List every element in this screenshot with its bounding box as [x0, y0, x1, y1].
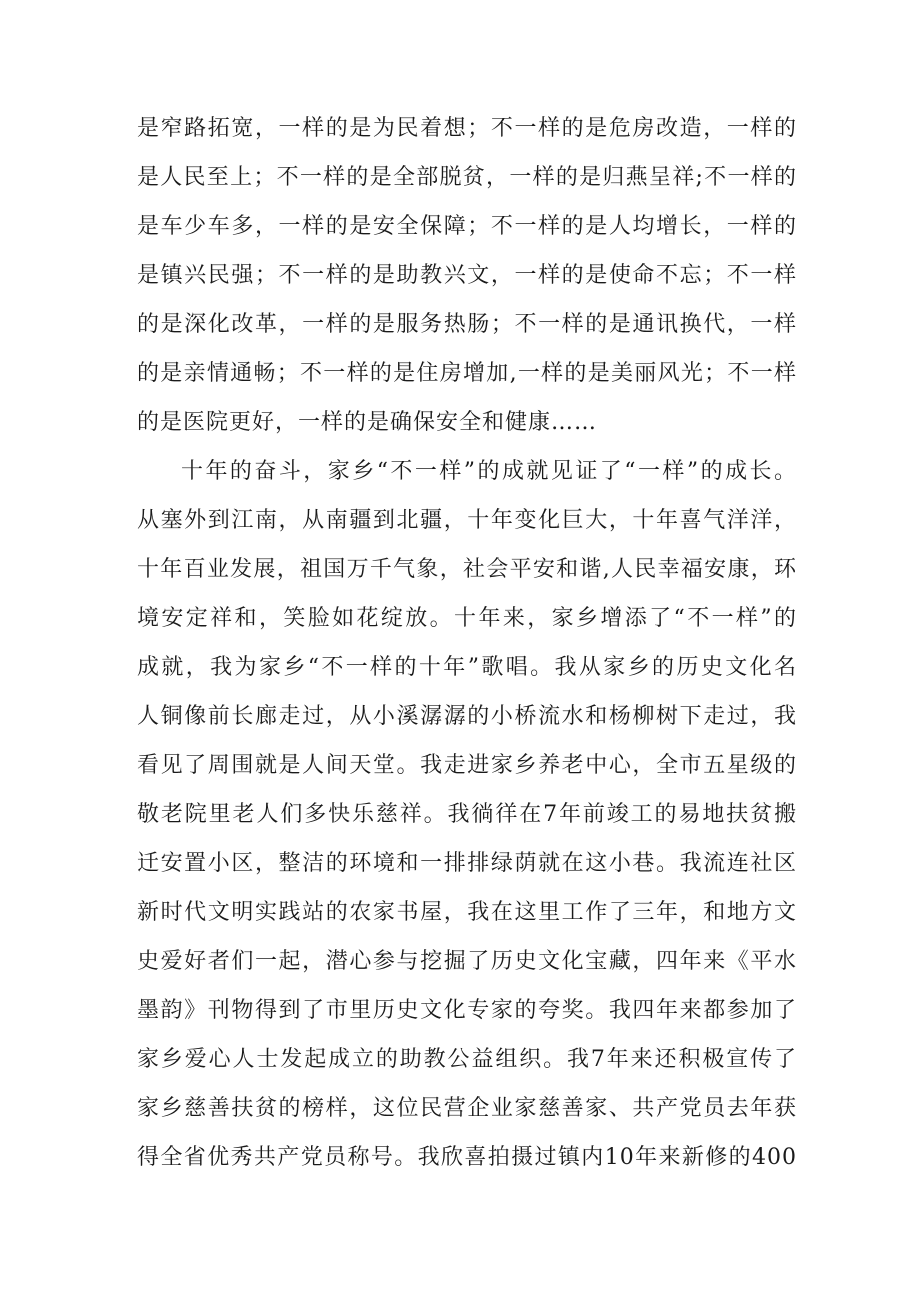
text-line: 是人民至上；不一样的是全部脱贫，一样的是归燕呈祥;不一样的 — [137, 165, 797, 190]
text-line: 史爱好者们一起，潜心参与挖掘了历史文化宝藏，四年来《平水 — [137, 949, 797, 974]
text-line: 成就，我为家乡“不一样的十年”歌唱。我从家乡的历史文化名 — [137, 655, 797, 680]
text-line: 家乡慈善扶贫的榜样，这位民营企业家慈善家、共产党员去年获 — [137, 1096, 797, 1121]
text-line: 是窄路拓宽，一样的是为民着想；不一样的是危房改造，一样的 — [137, 116, 797, 141]
text-line: 新时代文明实践站的农家书屋，我在这里工作了三年，和地方文 — [137, 900, 797, 925]
text-line: 的是亲情通畅；不一样的是住房增加,一样的是美丽风光；不一样 — [137, 361, 797, 386]
text-line: 十年百业发展，祖国万千气象，社会平安和谐,人民幸福安康，环 — [137, 557, 797, 582]
text-line: 敬老院里老人们多快乐慈祥。我徜徉在7年前竣工的易地扶贫搬 — [137, 802, 797, 827]
text-line: 是车少车多，一样的是安全保障；不一样的是人均增长，一样的 — [137, 214, 797, 239]
text-line: 墨韵》刊物得到了市里历史文化专家的夸奖。我四年来都参加了 — [137, 998, 797, 1023]
text-line: 人铜像前长廊走过，从小溪潺潺的小桥流水和杨柳树下走过，我 — [137, 704, 797, 729]
text-line: 家乡爱心人士发起成立的助教公益组织。我7年来还积极宣传了 — [137, 1047, 797, 1072]
text-line: 得全省优秀共产党员称号。我欣喜拍摄过镇内10年来新修的400 — [137, 1145, 797, 1170]
text-line: 境安定祥和，笑脸如花绽放。十年来，家乡增添了“不一样”的 — [137, 606, 797, 631]
text-line-paragraph-end: 的是医院更好，一样的是确保安全和健康…… — [137, 410, 598, 435]
text-line: 的是深化改革，一样的是服务热肠；不一样的是通讯换代，一样 — [137, 312, 797, 337]
text-line: 看见了周围就是人间天堂。我走进家乡养老中心，全市五星级的 — [137, 753, 797, 778]
text-line: 迁安置小区，整洁的环境和一排排绿荫就在这小巷。我流连社区 — [137, 851, 797, 876]
text-line: 是镇兴民强；不一样的是助教兴文，一样的是使命不忘；不一样 — [137, 263, 797, 288]
text-line: 从塞外到江南，从南疆到北疆，十年变化巨大，十年喜气洋洋， — [137, 508, 797, 533]
text-line-paragraph-start: 十年的奋斗，家乡“不一样”的成就见证了“一样”的成长。 — [181, 459, 797, 484]
